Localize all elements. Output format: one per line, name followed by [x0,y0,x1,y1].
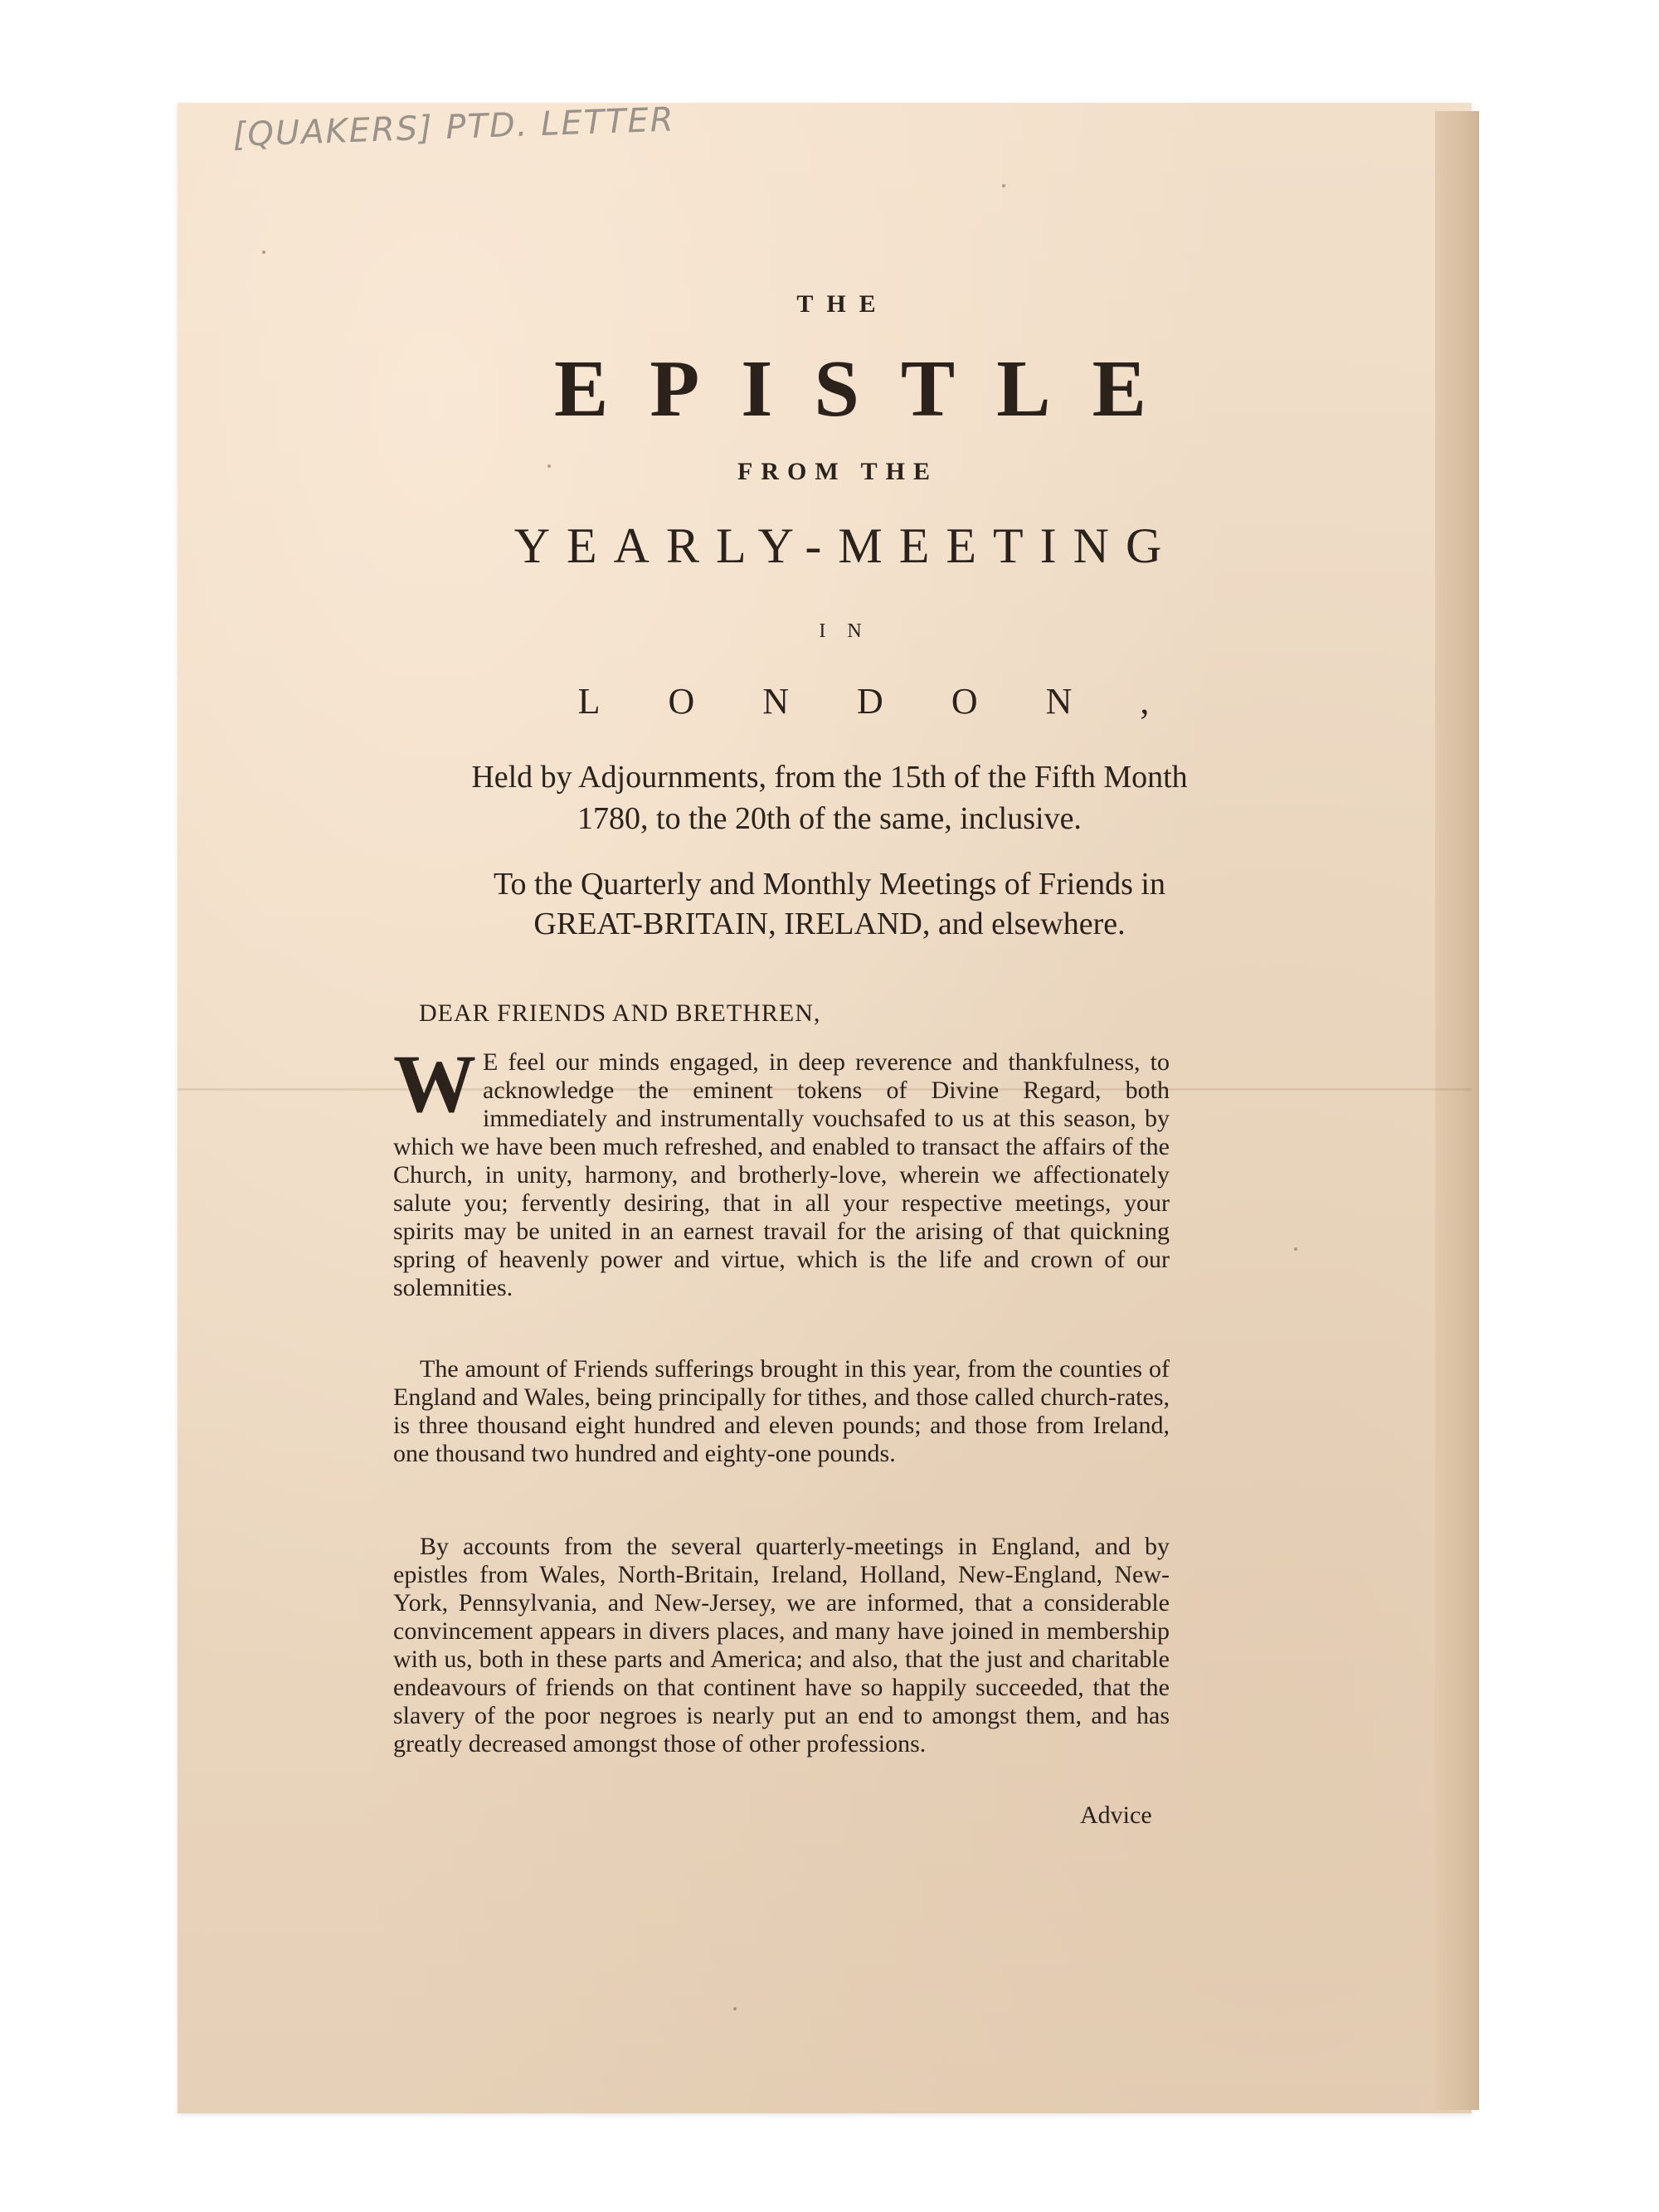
title-from-the: FROM THE [737,458,938,485]
catchword: Advice [1080,1801,1152,1829]
paragraph-3: By accounts from the several quarterly-meetings in England, and by epistles from Wales, North-Britain, Ireland, Holland, New-England, New-York, Pennsylvania, and New-Jersey, we are informed, that a considerable convincement appears in divers places, and many have joined in membership with us, both in these parts and America; and also, that the just and charitable endeavours of friends on that continent have so happily succeeded, that the slavery of the poor negroes is nearly put an end to amongst them, and has greatly decreased amongst those of other professions. [393,1533,1170,1757]
salutation: DEAR FRIENDS AND BRETHREN, [419,999,821,1027]
title-london: LONDON, [577,681,1218,722]
paragraph-1 [393,1038,1170,1302]
foxing-spot [733,2007,737,2010]
title-in: IN [819,620,883,642]
foxing-spot [1002,184,1005,187]
addressee [0,864,1659,944]
paragraph-1-text: E feel our minds engaged, in deep reverence and thankfulness, to acknowledge the eminent tokens of Divine Regard, both immediately and instrumentally vouchsafed to us at this season, by which we have been much refreshed, and enabled to transact the affairs of the Church, in unity, harmony, and brotherly-love, wherein we affectionately salute you; fervently desiring, that in all your respective meetings, your spirits may be united in an earnest travail for the arising of that quickning spring of heavenly power and virtue, which is the life and crown of our solemnities. [393,1048,1170,1301]
title-the: THE [796,290,889,318]
foxing-spot [262,250,265,254]
drop-cap: W [393,1038,476,1130]
foxing-spot [1294,1247,1297,1251]
meeting-dates [0,756,1659,839]
title-yearly-meeting: YEARLY-MEETING [513,518,1179,573]
paragraph-2: The amount of Friends sufferings brought in this year, from the counties of England and Wales, being principally for tithes, and those called church-rates, is three thousand eight hundred and eleven pounds; and those from Ireland, one thousand two hundred and eighty-one pounds. [393,1355,1170,1467]
pencil-annotation: [QUAKERS] PTD. LETTER [232,100,676,154]
title-epistle: EPISTLE [554,344,1188,434]
meeting-dates-text: Held by Adjournments, from the 15th of the Fifth Month 1780, to the 20th of the same, inclusive. [471,760,1188,836]
addressee-text: To the Quarterly and Monthly Meetings of Friends in GREAT-BRITAIN, IRELAND, and elsewhere. [494,867,1165,941]
